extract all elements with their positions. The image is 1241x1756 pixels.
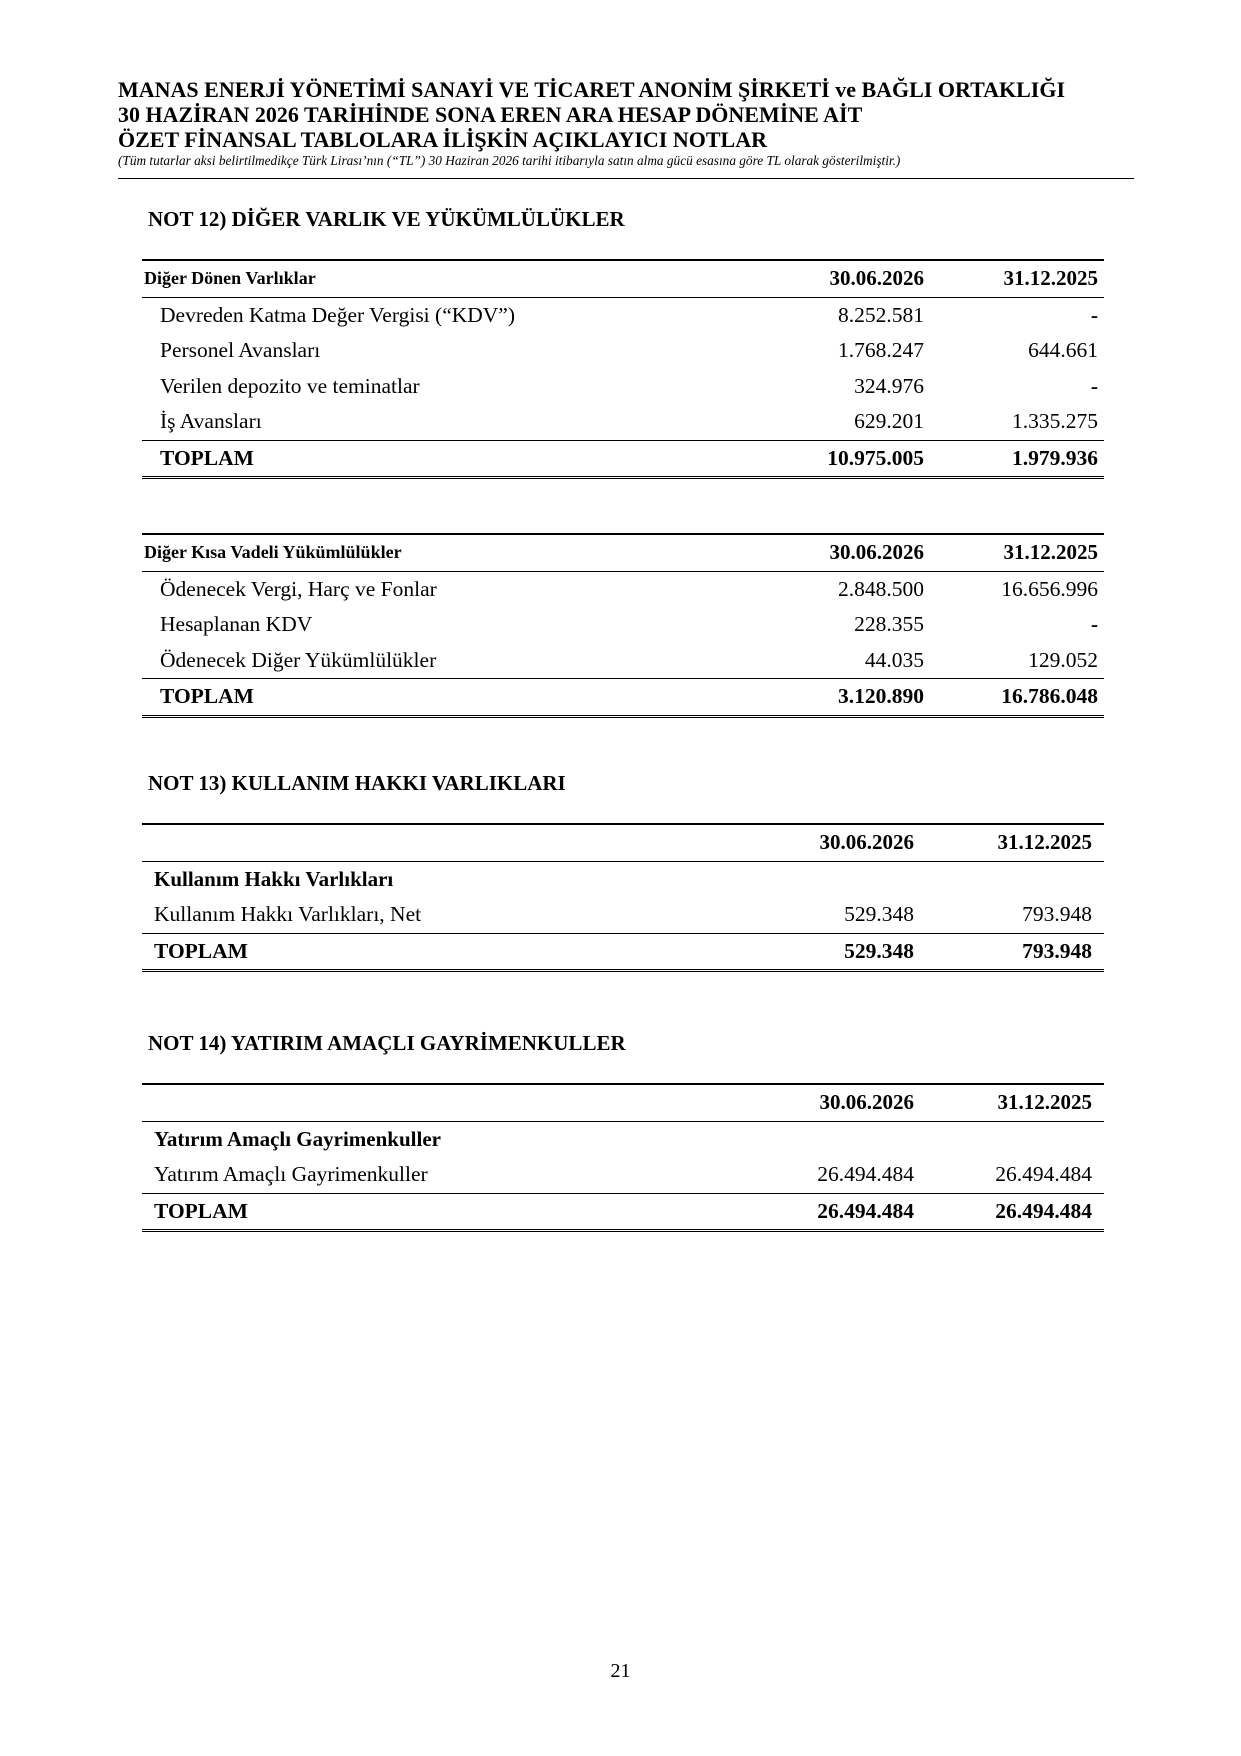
total-row bbox=[142, 934, 1104, 973]
row-value-current: 44.035 bbox=[864, 647, 924, 672]
total-value-prior: 16.786.048 bbox=[1001, 684, 1098, 708]
document-header bbox=[118, 77, 1128, 170]
row-value-prior: 26.494.484 bbox=[995, 1162, 1092, 1186]
header-divider bbox=[118, 178, 1134, 179]
col-date-prior: 31.12.2025 bbox=[1003, 266, 1098, 290]
table-row bbox=[142, 1157, 1104, 1194]
total-value-prior: 26.494.484 bbox=[995, 1198, 1092, 1223]
total-row bbox=[142, 679, 1104, 718]
row-label: Ödenecek Vergi, Harç ve Fonlar bbox=[160, 576, 437, 601]
total-label: TOPLAM bbox=[154, 1198, 248, 1223]
col-date-current: 30.06.2026 bbox=[819, 1090, 914, 1114]
row-value-prior: 16.656.996 bbox=[1001, 576, 1098, 601]
row-value-current: 8.252.581 bbox=[838, 302, 924, 327]
total-value-prior: 793.948 bbox=[1022, 938, 1092, 963]
total-label: TOPLAM bbox=[160, 684, 254, 708]
table-heading: Diğer Dönen Varlıklar bbox=[144, 268, 316, 288]
row-label: Yatırım Amaçlı Gayrimenkuller bbox=[154, 1162, 428, 1186]
other-current-assets-table bbox=[142, 259, 1104, 479]
row-label: Hesaplanan KDV bbox=[160, 612, 313, 636]
investment-property-table bbox=[142, 1083, 1104, 1232]
col-date-prior: 31.12.2025 bbox=[997, 830, 1092, 854]
notes-title: ÖZET FİNANSAL TABLOLARA İLİŞKİN AÇIKLAYICI NOTLAR bbox=[118, 127, 767, 152]
row-label: Verilen depozito ve teminatlar bbox=[160, 373, 420, 398]
row-value-current: 324.976 bbox=[854, 373, 924, 398]
table-row bbox=[142, 572, 1104, 608]
total-value-current: 10.975.005 bbox=[827, 445, 924, 470]
section-label: Yatırım Amaçlı Gayrimenkuller bbox=[154, 1126, 441, 1151]
row-value-prior: 644.661 bbox=[1028, 338, 1098, 362]
table-header-row bbox=[142, 823, 1104, 862]
table-row bbox=[142, 897, 1104, 934]
row-value-current: 26.494.484 bbox=[817, 1162, 914, 1186]
currency-note: (Tüm tutarlar aksi belirtilmedikçe Türk Lirası’nın (“TL”) 30 Haziran 2026 tarihi itibarıyla satın alma gücü esasına göre TL olarak gösterilmiştir.) bbox=[118, 153, 901, 168]
company-title: MANAS ENERJİ YÖNETİMİ SANAYİ VE TİCARET ANONİM ŞİRKETİ ve BAĞLI ORTAKLIĞI bbox=[118, 77, 1066, 102]
row-value-prior: 129.052 bbox=[1028, 647, 1098, 672]
row-value-prior: 793.948 bbox=[1022, 902, 1092, 926]
row-value-current: 228.355 bbox=[854, 612, 924, 636]
total-value-prior: 1.979.936 bbox=[1012, 445, 1098, 470]
table-row bbox=[142, 333, 1104, 369]
row-label: Personel Avansları bbox=[160, 338, 321, 362]
row-value-current: 1.768.247 bbox=[838, 338, 924, 362]
row-value-prior: - bbox=[1090, 302, 1098, 327]
table-header-row bbox=[142, 259, 1104, 298]
table-heading: Diğer Kısa Vadeli Yükümlülükler bbox=[144, 542, 402, 562]
total-row bbox=[142, 441, 1104, 480]
table-row bbox=[142, 369, 1104, 405]
note12-title: NOT 12) DİĞER VARLIK VE YÜKÜMLÜLÜKLER bbox=[148, 207, 625, 231]
col-date-current: 30.06.2026 bbox=[829, 266, 924, 290]
total-value-current: 26.494.484 bbox=[817, 1198, 914, 1223]
row-label: Devreden Katma Değer Vergisi (“KDV”) bbox=[160, 302, 516, 327]
total-value-current: 3.120.890 bbox=[838, 684, 924, 708]
col-date-prior: 31.12.2025 bbox=[1003, 540, 1098, 564]
total-value-current: 529.348 bbox=[844, 938, 914, 963]
row-value-current: 629.201 bbox=[854, 409, 924, 433]
row-value-prior: - bbox=[1090, 612, 1098, 636]
table-row bbox=[142, 298, 1104, 334]
row-label: Kullanım Hakkı Varlıkları, Net bbox=[154, 902, 422, 926]
row-value-prior: 1.335.275 bbox=[1012, 409, 1098, 433]
row-value-prior: - bbox=[1090, 373, 1098, 398]
section-row bbox=[142, 862, 1104, 898]
other-short-term-liabilities-table bbox=[142, 533, 1104, 718]
total-row bbox=[142, 1194, 1104, 1233]
page-number: 21 bbox=[610, 1660, 631, 1682]
row-value-current: 2.848.500 bbox=[838, 576, 924, 601]
table-header-row bbox=[142, 1083, 1104, 1122]
row-label: Ödenecek Diğer Yükümlülükler bbox=[160, 647, 437, 672]
table-header-row bbox=[142, 533, 1104, 572]
table-row bbox=[142, 607, 1104, 643]
table-row bbox=[142, 404, 1104, 441]
col-date-current: 30.06.2026 bbox=[819, 830, 914, 854]
col-date-current: 30.06.2026 bbox=[829, 540, 924, 564]
section-label: Kullanım Hakkı Varlıkları bbox=[154, 866, 394, 891]
total-label: TOPLAM bbox=[160, 445, 254, 470]
right-of-use-assets-table bbox=[142, 823, 1104, 972]
row-label: İş Avansları bbox=[160, 409, 262, 433]
row-value-current: 529.348 bbox=[844, 902, 914, 926]
section-row bbox=[142, 1122, 1104, 1158]
col-date-prior: 31.12.2025 bbox=[997, 1090, 1092, 1114]
note14-title: NOT 14) YATIRIM AMAÇLI GAYRİMENKULLER bbox=[148, 1031, 626, 1055]
table-row bbox=[142, 643, 1104, 680]
total-label: TOPLAM bbox=[154, 938, 248, 963]
period-title: 30 HAZİRAN 2026 TARİHİNDE SONA EREN ARA HESAP DÖNEMİNE AİT bbox=[118, 102, 863, 127]
note13-title: NOT 13) KULLANIM HAKKI VARLIKLARI bbox=[148, 771, 566, 795]
